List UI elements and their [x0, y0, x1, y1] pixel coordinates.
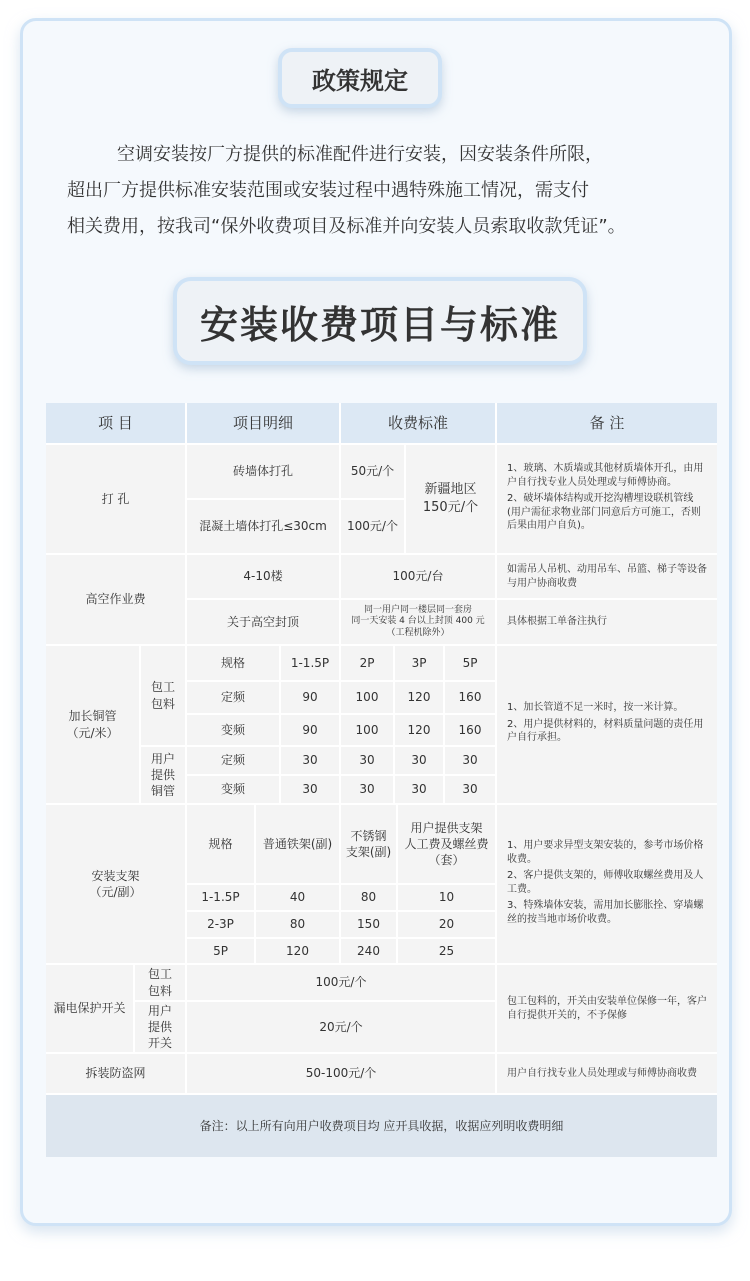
pipe-cell: 120	[395, 682, 443, 713]
high-altitude-top-note: 具体根据工单备注执行	[497, 600, 717, 644]
bracket-col: 不锈钢 支架(副)	[341, 805, 396, 883]
pipe-cell: 160	[445, 682, 495, 713]
header-item: 项 目	[46, 403, 185, 443]
bracket-row-label: 5P	[187, 939, 254, 963]
leakage-item: 漏电保护开关	[46, 965, 133, 1052]
pipe-cell: 30	[445, 776, 495, 803]
policy-line-3: 相关费用，按我司“保外收费项目及标准并向安装人员索取收款凭证”。	[67, 216, 626, 237]
bracket-cell: 25	[398, 939, 495, 963]
pipe-row-label: 定频	[187, 747, 279, 774]
pipe-item: 加长铜管 （元/米）	[46, 646, 139, 803]
high-altitude-top: 关于高空封顶	[187, 600, 339, 644]
policy-line-2: 超出厂方提供标准安装范围或安装过程中遇特殊施工情况，需支付	[67, 180, 589, 201]
bracket-cell: 120	[256, 939, 339, 963]
pipe-notes	[497, 646, 717, 803]
high-altitude-floors-price: 100元/台	[341, 555, 495, 598]
pipe-row-label: 定频	[187, 682, 279, 713]
leakage-price-2: 20元/个	[187, 1002, 495, 1052]
pipe-col: 2P	[341, 646, 393, 680]
leakage-group-2: 用户 提供 开关	[135, 1002, 185, 1052]
pipe-cell: 30	[341, 747, 393, 774]
bracket-cell: 80	[341, 885, 396, 910]
bracket-col: 普通铁架(副)	[256, 805, 339, 883]
pipe-cell: 30	[395, 747, 443, 774]
bracket-note-2: 2、客户提供支架的，师傅收取螺丝费用及人工费。	[507, 870, 704, 895]
pipe-cell: 30	[281, 747, 339, 774]
bracket-cell: 80	[256, 912, 339, 937]
bracket-cell: 20	[398, 912, 495, 937]
pipe-group-2: 用户 提供 铜管	[141, 747, 185, 803]
pipe-group-1: 包工 包料	[141, 646, 185, 745]
bracket-spec-label: 规格	[187, 805, 254, 883]
drilling-note-2: 2、破坏墙体结构或开挖沟槽埋设联机管线(用户需征求物业部门同意后方可施工，否则后果由用户自负)。	[507, 493, 701, 532]
bracket-col: 用户提供支架 人工费及螺丝费 （套）	[398, 805, 495, 883]
policy-line-1: 空调安装按厂方提供的标准配件进行安装，因安装条件所限，	[117, 144, 603, 165]
bracket-row-label: 1-1.5P	[187, 885, 254, 910]
header-detail: 项目明细	[187, 403, 339, 443]
drilling-xinjiang: 新疆地区 150元/个	[406, 445, 495, 553]
pipe-cell: 30	[281, 776, 339, 803]
pipe-col: 1-1.5P	[281, 646, 339, 680]
leakage-note: 包工包料的，开关由安装单位保修一年，客户自行提供开关的，不予保修	[497, 965, 717, 1052]
bracket-note-3: 3、特殊墙体安装，需用加长膨胀拴、穿墙螺丝的按当地市场价收费。	[507, 900, 704, 925]
pipe-note-2: 2、用户提供材料的，材料质量问题的责任用户自行承担。	[507, 718, 704, 744]
bracket-notes	[497, 805, 717, 963]
antitheft-item: 拆装防盗网	[46, 1054, 185, 1093]
drilling-item: 打 孔	[46, 445, 185, 553]
bracket-item: 安装支架 （元/副）	[46, 805, 185, 963]
bracket-cell: 150	[341, 912, 396, 937]
bracket-note-1: 1、用户要求异型支架安装的，参考市场价格收费。	[507, 840, 704, 865]
pipe-cell: 120	[395, 715, 443, 745]
bracket-cell: 40	[256, 885, 339, 910]
leakage-group-1: 包工 包料	[135, 965, 185, 1000]
pipe-cell: 30	[341, 776, 393, 803]
pipe-cell: 90	[281, 682, 339, 713]
section-title: 安装收费项目与标准	[173, 277, 587, 365]
antitheft-price: 50-100元/个	[187, 1054, 495, 1093]
drilling-concrete-price: 100元/个	[341, 500, 404, 553]
drilling-concrete: 混凝土墙体打孔≤30cm	[187, 500, 339, 553]
header-note: 备 注	[497, 403, 717, 443]
pipe-cell: 100	[341, 682, 393, 713]
pipe-cell: 90	[281, 715, 339, 745]
high-altitude-floors-note: 如需吊人吊机、动用吊车、吊篮、梯子等设备与用户协商收费	[497, 555, 717, 598]
pipe-cell: 30	[395, 776, 443, 803]
drilling-brick: 砖墙体打孔	[187, 445, 339, 498]
high-altitude-floors: 4-10楼	[187, 555, 339, 598]
drilling-brick-price: 50元/个	[341, 445, 404, 498]
bracket-cell: 240	[341, 939, 396, 963]
fee-table	[46, 403, 717, 1157]
drilling-notes	[497, 445, 717, 553]
header-price: 收费标准	[341, 403, 495, 443]
antitheft-note: 用户自行找专业人员处理或与师傅协商收费	[497, 1054, 717, 1093]
pipe-note-1: 1、加长管道不足一米时，按一米计算。	[507, 702, 684, 714]
bracket-cell: 10	[398, 885, 495, 910]
bracket-row-label: 2-3P	[187, 912, 254, 937]
high-altitude-item: 高空作业费	[46, 555, 185, 644]
policy-title: 政策规定	[278, 48, 442, 108]
pipe-row-label: 变频	[187, 715, 279, 745]
pipe-spec-label: 规格	[187, 646, 279, 680]
pipe-cell: 160	[445, 715, 495, 745]
pipe-col: 3P	[395, 646, 443, 680]
pipe-cell: 30	[445, 747, 495, 774]
leakage-price-1: 100元/个	[187, 965, 495, 1000]
table-footer-note: 备注：以上所有向用户收费项目均 应开具收据，收据应列明收费明细	[46, 1095, 717, 1157]
drilling-note-1: 1、玻璃、木质墙或其他材质墙体开孔，由用户自行找专业人员处理或与师傅协商。	[507, 463, 704, 488]
pipe-cell: 100	[341, 715, 393, 745]
high-altitude-top-price: 同一用户同一楼层同一套房 同一天安装 4 台以上封顶 400 元 （工程机除外）	[341, 600, 495, 644]
pipe-col: 5P	[445, 646, 495, 680]
pipe-row-label: 变频	[187, 776, 279, 803]
